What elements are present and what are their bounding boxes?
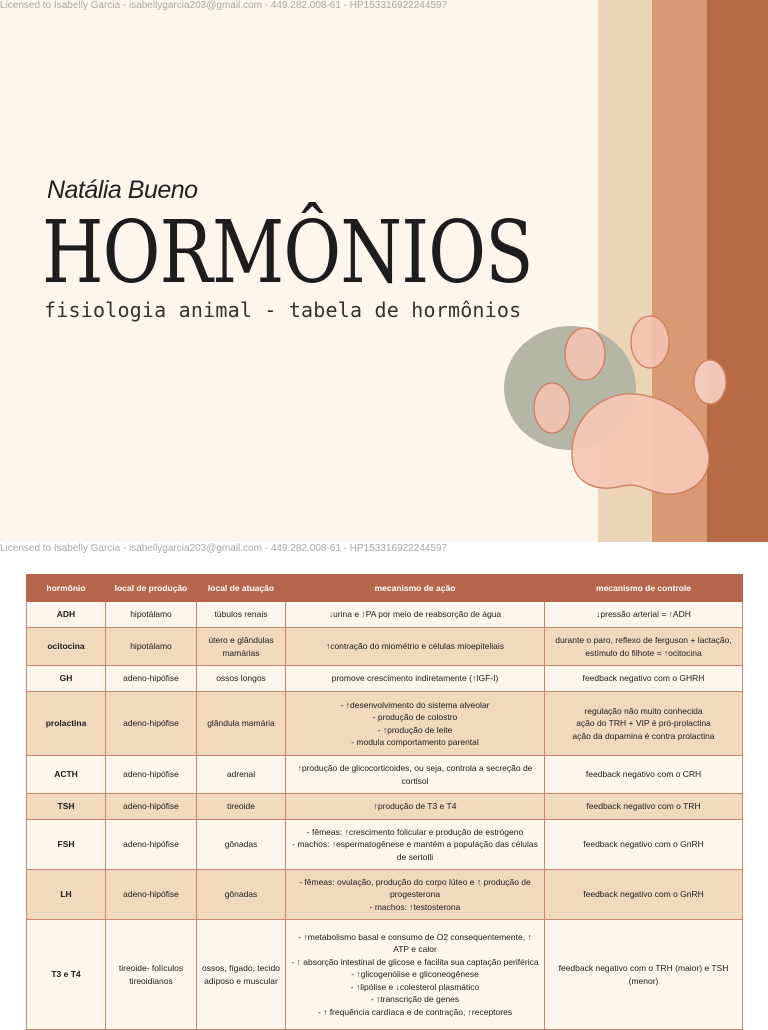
cell-mechanism-control: ↓pressão arterial = ↑ADH — [545, 602, 743, 628]
table-header-row — [27, 575, 743, 602]
cell-mechanism-control: regulação não muito conhecida ação do TRH + VIP é pró-prolactina ação da dopamina é contra prolactina — [545, 692, 743, 756]
cell-mechanism-action: ↓urina e ↑PA por meio de reabsorção de água — [286, 602, 545, 628]
cell-hormone: FSH — [27, 820, 106, 870]
page-title: HORMÔNIOS — [42, 203, 533, 303]
license-text-bottom: Licensed to Isabelly Garcia - isabellygarcia203@gmail.com - 449.282.008-61 - HP153316922244597 — [0, 543, 448, 554]
cell-mechanism-control: feedback negativo com o TRH — [545, 794, 743, 820]
cell-production-site: adeno-hipófise — [106, 794, 197, 820]
cell-mechanism-control: durante o paro, reflexo de ferguson + lactação, estímulo do filhote = ↑ocitocina — [545, 628, 743, 666]
page-subtitle: fisiologia animal - tabela de hormônios — [44, 298, 522, 322]
header-action-site: local de atuação — [197, 575, 286, 602]
table-row — [27, 820, 743, 870]
cell-action-site: gônadas — [197, 870, 286, 920]
cell-production-site: adeno-hipófise — [106, 756, 197, 794]
cell-action-site: ossos longos — [197, 666, 286, 692]
cell-production-site: hipotálamo — [106, 602, 197, 628]
table-row — [27, 756, 743, 794]
header-hormone: hormônio — [27, 575, 106, 602]
cell-production-site: adeno-hipófise — [106, 820, 197, 870]
table-row — [27, 666, 743, 692]
cell-mechanism-control: feedback negativo com o CRH — [545, 756, 743, 794]
cell-action-site: túbulos renais — [197, 602, 286, 628]
license-text-top: Licensed to Isabelly Garcia - isabellygarcia203@gmail.com - 449.282.008-61 - HP153316922244597 — [0, 0, 448, 11]
cell-hormone: GH — [27, 666, 106, 692]
cell-hormone: LH — [27, 870, 106, 920]
cell-action-site: tireoide — [197, 794, 286, 820]
cell-production-site: adeno-hipófise — [106, 870, 197, 920]
cell-mechanism-action: ↑contração do miométrio e células mioepiteliais — [286, 628, 545, 666]
cell-hormone: ocitocina — [27, 628, 106, 666]
cell-mechanism-action: - fêmeas: ↑crescimento folicular e produção de estrógeno - machos: ↑espermatogênese e mantém a população das células de sertolli — [286, 820, 545, 870]
table-row — [27, 920, 743, 1030]
cell-mechanism-action: ↑produção de T3 e T4 — [286, 794, 545, 820]
table-row — [27, 692, 743, 756]
cell-mechanism-control: feedback negativo com o TRH (maior) e TSH (menor) — [545, 920, 743, 1030]
cell-mechanism-action: - ↑desenvolvimento do sistema alveolar - produção de colostro - ↑produção de leite - modula comportamento parental — [286, 692, 545, 756]
cell-action-site: ossos, fígado, tecido adiposo e muscular — [197, 920, 286, 1030]
cell-mechanism-control: feedback negativo com o GnRH — [545, 820, 743, 870]
cell-mechanism-action: ↑produção de glicocorticoides, ou seja, controla a secreção de cortisol — [286, 756, 545, 794]
cell-action-site: adrenal — [197, 756, 286, 794]
table-row — [27, 794, 743, 820]
table-row — [27, 628, 743, 666]
cell-mechanism-control: feedback negativo com o GnRH — [545, 870, 743, 920]
cell-production-site: adeno-hipófise — [106, 692, 197, 756]
cell-production-site: hipotálamo — [106, 628, 197, 666]
cell-action-site: glândula mamária — [197, 692, 286, 756]
cell-mechanism-control: feedback negativo com o GHRH — [545, 666, 743, 692]
header-mechanism-action: mecanismo de ação — [286, 575, 545, 602]
header-mechanism-control: mecanismo de controle — [545, 575, 743, 602]
cell-hormone: prolactina — [27, 692, 106, 756]
cell-hormone: T3 e T4 — [27, 920, 106, 1030]
header-production-site: local de produção — [106, 575, 197, 602]
cell-hormone: TSH — [27, 794, 106, 820]
cell-mechanism-action: promove crescimento indiretamente (↑IGF-I) — [286, 666, 545, 692]
hormone-table — [26, 574, 742, 1030]
table-row — [27, 602, 743, 628]
cell-hormone: ACTH — [27, 756, 106, 794]
cell-action-site: gônadas — [197, 820, 286, 870]
cell-action-site: útero e glândulas mamárias — [197, 628, 286, 666]
cell-hormone: ADH — [27, 602, 106, 628]
author-name: Natália Bueno — [47, 176, 198, 204]
cell-mechanism-action: - ↑metabolismo basal e consumo de O2 consequentemente, ↑ ATP e calor - ↑ absorção intestinal de glicose e facilita sua captação periférica - ↑glicogenólise e gliconeogênese - ↑lipólise e ↓colesterol plasmático - ↑transcrição de genes - ↑ frequência cardíaca e de contração, ↑receptores — [286, 920, 545, 1030]
cell-mechanism-action: - fêmeas: ovulação, produção do corpo lúteo e ↑ produção de progesterona - machos: ↑testosterona — [286, 870, 545, 920]
table-row — [27, 870, 743, 920]
cell-production-site: adeno-hipófise — [106, 666, 197, 692]
cell-production-site: tireoide- folículos tireoidianos — [106, 920, 197, 1030]
paw-print-icon — [500, 308, 740, 508]
